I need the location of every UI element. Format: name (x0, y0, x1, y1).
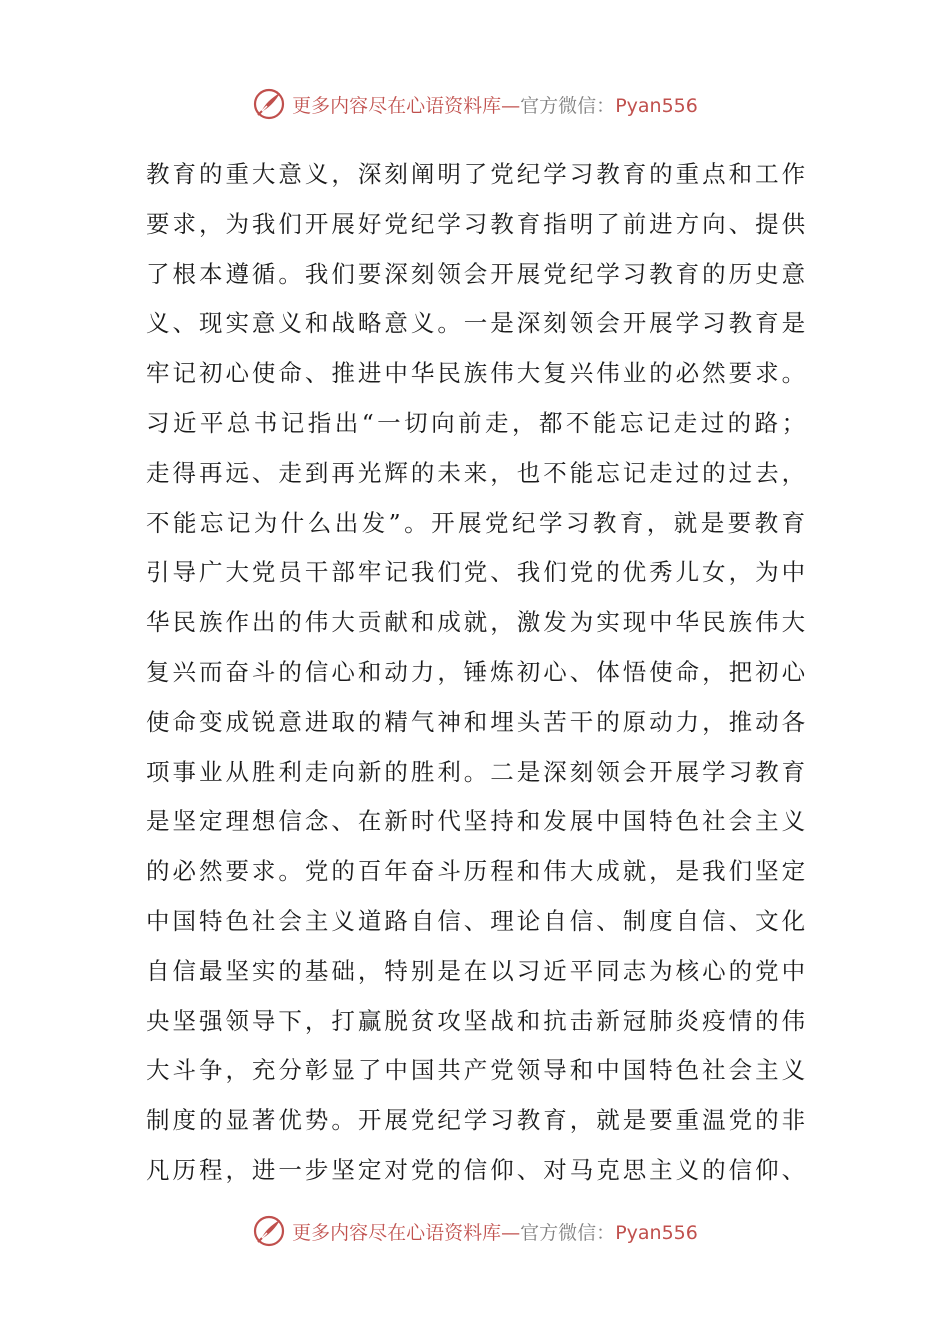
header-watermark-banner (0, 84, 950, 124)
text-line: 引导广大党员干部牢记我们党、我们党的优秀儿女，为中 (146, 558, 806, 587)
text-line: 凡历程，进一步坚定对党的信仰、对马克思主义的信仰、 (146, 1155, 806, 1184)
footer-watermark-banner (0, 1211, 950, 1251)
document-body (146, 150, 806, 1196)
text-line: 中国特色社会主义道路自信、理论自信、制度自信、文化 (146, 906, 806, 935)
text-line: 习近平总书记指出“一切向前走，都不能忘记走过的路； (146, 408, 806, 437)
text-line: 华民族作出的伟大贡献和成就，激发为实现中华民族伟大 (146, 608, 806, 637)
header-banner-text (292, 91, 698, 118)
text-line: 要求，为我们开展好党纪学习教育指明了前进方向、提供 (146, 209, 806, 238)
footer-dash: — (501, 1221, 521, 1244)
text-line: 自信最坚实的基础，特别是在以习近平同志为核心的党中 (146, 956, 806, 985)
text-line: 教育的重大意义，深刻阐明了党纪学习教育的重点和工作 (146, 160, 806, 188)
header-site-text: 更多内容尽在心语资料库 (292, 94, 502, 117)
footer-official-label: 官方微信： (520, 1221, 616, 1244)
text-line: 项事业从胜利走向新的胜利。二是深刻领会开展学习教育 (146, 757, 806, 786)
text-line: 走得再远、走到再光辉的未来，也不能忘记走过的过去， (146, 458, 806, 487)
text-line: 是坚定理想信念、在新时代坚持和发展中国特色社会主义 (146, 807, 806, 836)
text-line: 央坚强领导下，打赢脱贫攻坚战和抗击新冠肺炎疫情的伟 (146, 1006, 806, 1035)
header-wechat-id: Pyan556 (615, 94, 698, 117)
header-official-label: 官方微信： (520, 94, 616, 117)
header-dash: — (501, 94, 521, 117)
text-line: 大斗争，充分彰显了中国共产党领导和中国特色社会主义 (146, 1056, 806, 1085)
header-banner-content (252, 87, 698, 121)
text-line: 复兴而奋斗的信心和动力，锤炼初心、体悟使命，把初心 (146, 657, 806, 686)
text-line: 了根本遵循。我们要深刻领会开展党纪学习教育的历史意 (146, 259, 806, 288)
text-line: 牢记初心使命、推进中华民族伟大复兴伟业的必然要求。 (146, 359, 806, 388)
footer-wechat-id: Pyan556 (615, 1221, 698, 1244)
footer-site-text: 更多内容尽在心语资料库 (292, 1221, 502, 1244)
text-line: 制度的显著优势。开展党纪学习教育，就是要重温党的非 (146, 1106, 806, 1135)
text-line: 使命变成锐意进取的精气神和埋头苦干的原动力，推动各 (146, 707, 806, 736)
text-line: 不能忘记为什么出发”。开展党纪学习教育，就是要教育 (146, 508, 806, 537)
quill-logo-icon (252, 87, 286, 121)
footer-banner-text (292, 1218, 698, 1245)
text-line: 的必然要求。党的百年奋斗历程和伟大成就，是我们坚定 (146, 857, 806, 886)
text-line: 义、现实意义和战略意义。一是深刻领会开展学习教育是 (146, 309, 806, 338)
footer-banner-content (252, 1214, 698, 1248)
quill-logo-icon (252, 1214, 286, 1248)
